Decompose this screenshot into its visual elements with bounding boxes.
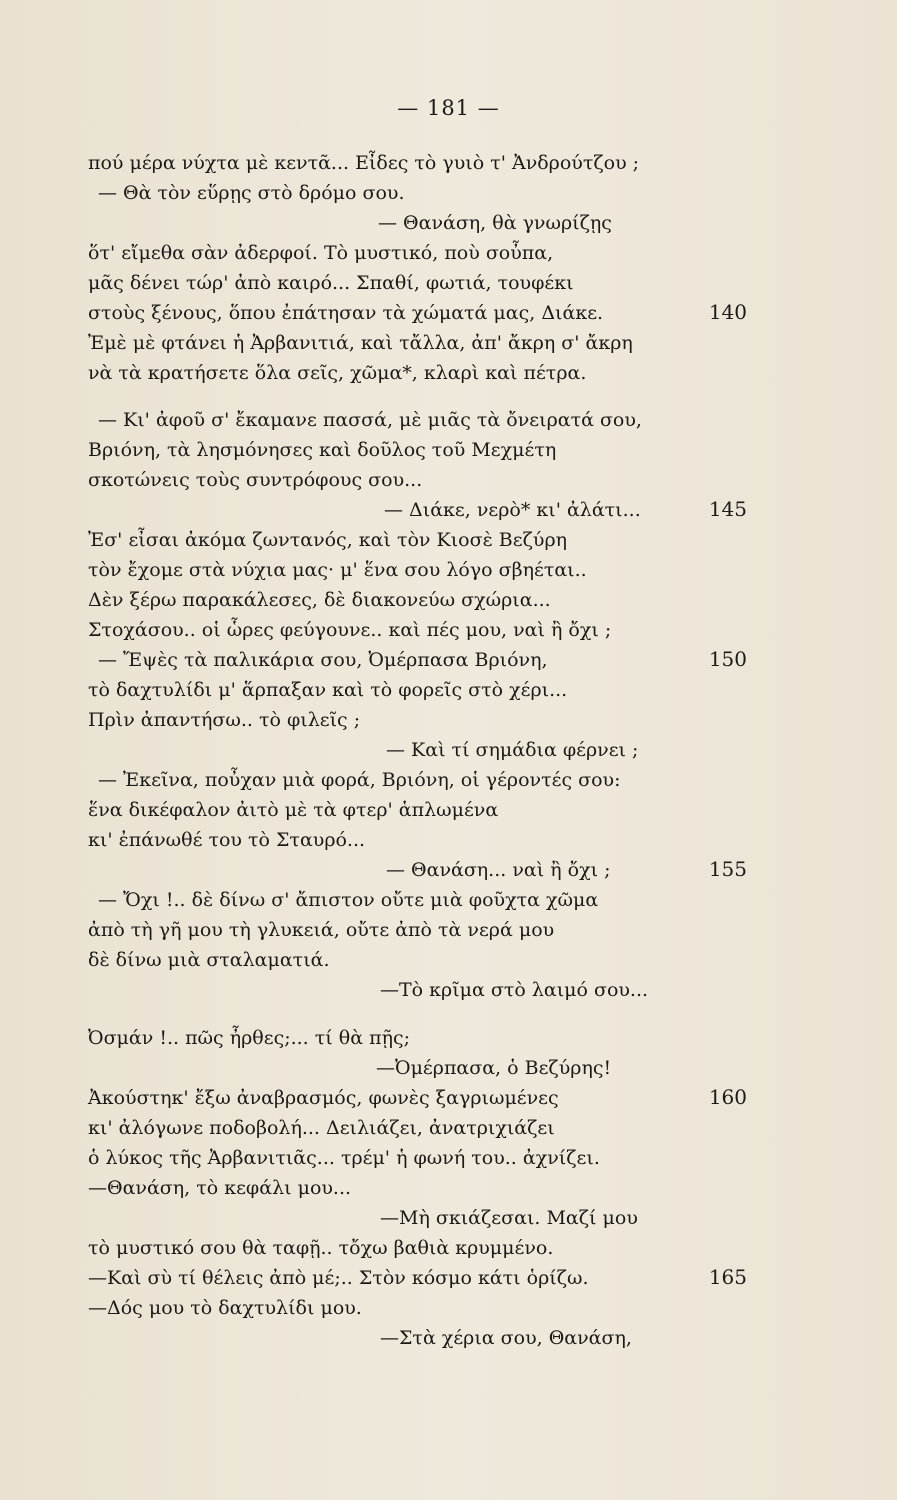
verse-line: στοὺς ξένους, ὅπου ἐπάτησαν τὰ χώματά μας, Διάκε. (88, 302, 604, 324)
verse-line: — Ἐκεῖνα, ποὖχαν μιὰ φορά, Βριόνη, οἱ γέροντές σου: (98, 769, 621, 791)
verse-line: Ἐσ' εἶσαι ἀκόμα ζωντανός, καὶ τὸν Κιοσὲ Βεζύρη (88, 529, 568, 551)
verse-line: δὲ δίνω μιὰ σταλαματιά. (88, 949, 330, 971)
verse-line: — Διάκε, νερὸ* κι' ἀλάτι... (384, 499, 641, 521)
verse-line: τὸ δαχτυλίδι μ' ἅρπαξαν καὶ τὸ φορεῖς στὸ χέρι... (88, 679, 568, 701)
verse-line: ὅτ' εἴμεθα σὰν ἀδερφοί. Τὸ μυστικό, ποὺ σοὖπα, (88, 242, 554, 264)
line-number: 160 (708, 1085, 747, 1109)
verse-line: Ἐμὲ μὲ φτάνει ἡ Ἀρβανιτιά, καὶ τἄλλα, ἀπ' ἄκρη σ' ἄκρη (88, 332, 633, 354)
verse-line: —Θανάση, τὸ κεφάλι μου... (88, 1177, 352, 1199)
verse-line: Στοχάσου.. οἱ ὧρες φεύγουνε.. καὶ πές μου, ναὶ ἢ ὄχι ; (88, 619, 612, 641)
verse-line: ἀπὸ τὴ γῆ μου τὴ γλυκειά, οὔτε ἀπὸ τὰ νερά μου (88, 919, 555, 941)
verse-line: Δὲν ξέρω παρακάλεσες, δὲ διακονεύω σχώρια... (88, 589, 551, 611)
verse-line: ὁ λύκος τῆς Ἀρβανιτιᾶς... τρέμ' ἡ φωνή του.. ἀχνίζει. (88, 1147, 600, 1169)
verse-line: — Κι' ἀφοῦ σ' ἔκαμανε πασσά, μὲ μιᾶς τὰ ὄνειρατά σου, (98, 409, 642, 431)
verse-line: τὸ μυστικό σου θὰ ταφῇ.. τὄχω βαθιὰ κρυμμένο. (88, 1237, 554, 1259)
page-number: — 181 — (397, 96, 500, 120)
verse-line: Ἀκούστηκ' ἔξω ἀναβρασμός, φωνὲς ξαγριωμένες (88, 1087, 559, 1109)
verse-line: μᾶς δένει τώρ' ἀπὸ καιρό... Σπαθί, φωτιά, τουφέκι (88, 272, 574, 294)
verse-line: Ὀσμάν !.. πῶς ἦρθες;... τί θὰ πῇς; (88, 1027, 410, 1049)
verse-line: —Μὴ σκιάζεσαι. Μαζί μου (380, 1207, 638, 1229)
verse-line: κι' ἐπάνωθέ του τὸ Σταυρό... (88, 829, 366, 851)
verse-line: —Στὰ χέρια σου, Θανάση, (380, 1327, 632, 1349)
verse-line: — Ἔψὲς τὰ παλικάρια σου, Ὀμέρπασα Βριόνη, (98, 649, 548, 671)
verse-line: —Τὸ κρῖμα στὸ λαιμό σου... (380, 979, 649, 1001)
line-number: 155 (708, 857, 747, 881)
verse-line: σκοτώνεις τοὺς συντρόφους σου... (88, 469, 423, 491)
verse-line: —Δός μου τὸ δαχτυλίδι μου. (88, 1297, 362, 1319)
verse-line: — Θανάση, θὰ γνωρίζῃς (378, 212, 612, 234)
verse-line: —Ὀμέρπασα, ὁ Βεζύρης! (376, 1057, 612, 1079)
line-number: 145 (708, 497, 747, 521)
verse-line: —Καὶ σὺ τί θέλεις ἀπὸ μέ;.. Στὸν κόσμο κάτι ὁρίζω. (88, 1267, 589, 1289)
verse-line: Πρὶν ἀπαντήσω.. τὸ φιλεῖς ; (88, 709, 361, 731)
verse-line: — Καὶ τί σημάδια φέρνει ; (386, 739, 639, 761)
verse-line: — Θανάση... ναὶ ἢ ὄχι ; (386, 859, 611, 881)
line-number: 165 (708, 1265, 747, 1289)
verse-line: ἕνα δικέφαλον ἀιτὸ μὲ τὰ φτερ' ἁπλωμένα (88, 799, 499, 821)
verse-line: Βριόνη, τὰ λησμόνησες καὶ δοῦλος τοῦ Μεχμέτη (88, 439, 557, 461)
line-number: 140 (708, 300, 747, 324)
verse-line: τὸν ἔχομε στὰ νύχια μας· μ' ἕνα σου λόγο σβηέται.. (88, 559, 587, 581)
verse-line: νὰ τὰ κρατήσετε ὅλα σεῖς, χῶμα*, κλαρὶ καὶ πέτρα. (88, 362, 587, 384)
verse-line: πού μέρα νύχτα μὲ κεντᾶ... Εἶδες τὸ γυιὸ τ' Ἀνδρούτζου ; (88, 152, 640, 174)
verse-line: κι' ἀλόγωνε ποδοβολή... Δειλιάζει, ἀνατριχιάζει (88, 1117, 555, 1139)
line-number: 150 (708, 647, 747, 671)
verse-line: — Θὰ τὸν εὕρῃς στὸ δρόμο σου. (98, 182, 405, 204)
verse-line: — Ὄχι !.. δὲ δίνω σ' ἄπιστον οὔτε μιὰ φοῦχτα χῶμα (98, 889, 599, 911)
